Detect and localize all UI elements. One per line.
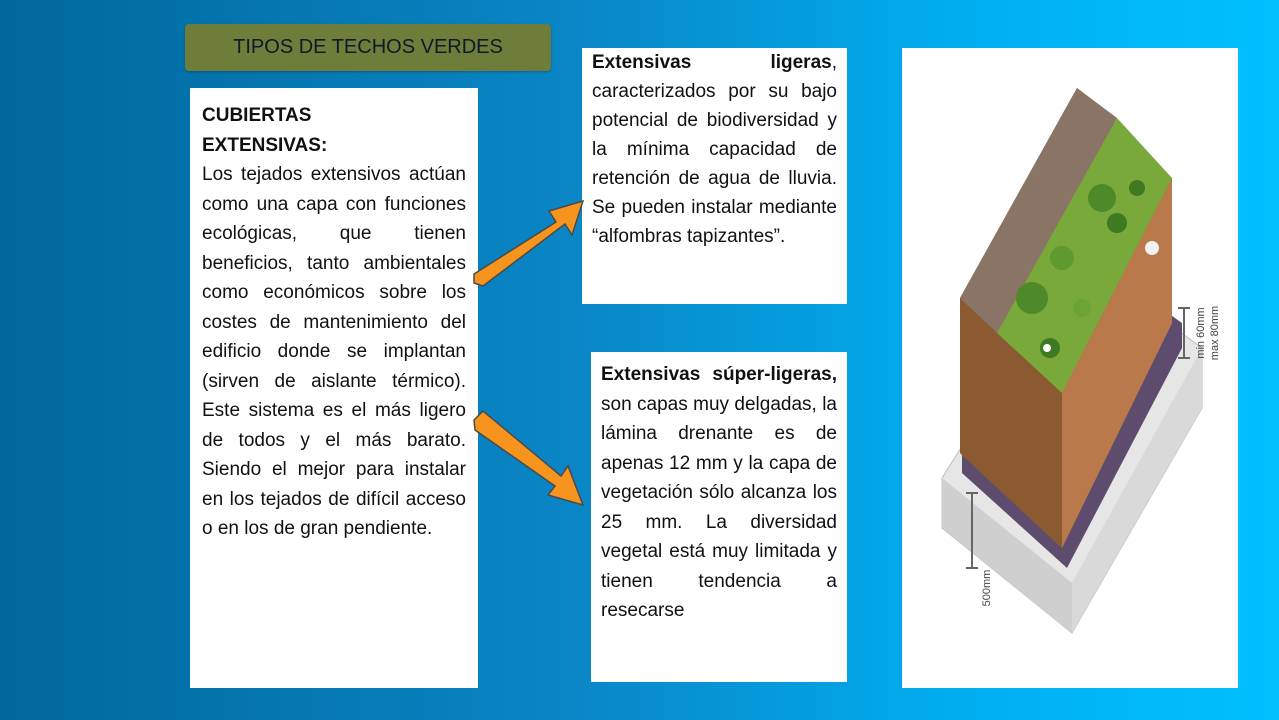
box-body-text: Los tejados extensivos actúan como una capa con funciones ecológicas, que tienen beneficios, tanto ambientales como económicos sobre los costes de mantenimiento del edificio donde se implantan (sirven de aislante térmico). Este sistema es el más ligero de todos y el más barato. Siendo el mejor para instalar en los tejados de difícil acceso o en los de gran pendiente. [202,164,466,539]
super-light-extensive-text: son capas muy delgadas, la lámina drenante es de apenas 12 mm y la capa de vegetación sólo alcanza los 25 mm. La diversidad vegetal está muy limitada y tienen tendencia a resecarse [601,393,837,621]
arrow-down-right-icon [474,411,583,505]
box-heading-line1: CUBIERTAS [202,105,312,126]
dimension-label-max: max 80mm [1209,305,1221,361]
green-roof-illustration [902,48,1238,688]
box-heading-line2: EXTENSIVAS: [202,134,328,156]
arrow-up-right-icon [474,201,583,286]
light-extensive-text: , caracterizados por su bajo potencial de biodiversidad y la mínima capacidad de retención de agua de lluvia. Se pueden instalar mediante “alfombras tapizantes”. [592,52,837,247]
slide-title: TIPOS DE TECHOS VERDES [185,24,551,71]
dimension-label-depth: 500mm [981,569,993,607]
green-roof-layers-image [902,48,1238,688]
light-extensive-title: Extensivas ligeras [592,52,832,73]
super-light-extensive-title: Extensivas súper-ligeras, [601,364,837,385]
dimension-label-min: min 60mm [1195,307,1207,359]
